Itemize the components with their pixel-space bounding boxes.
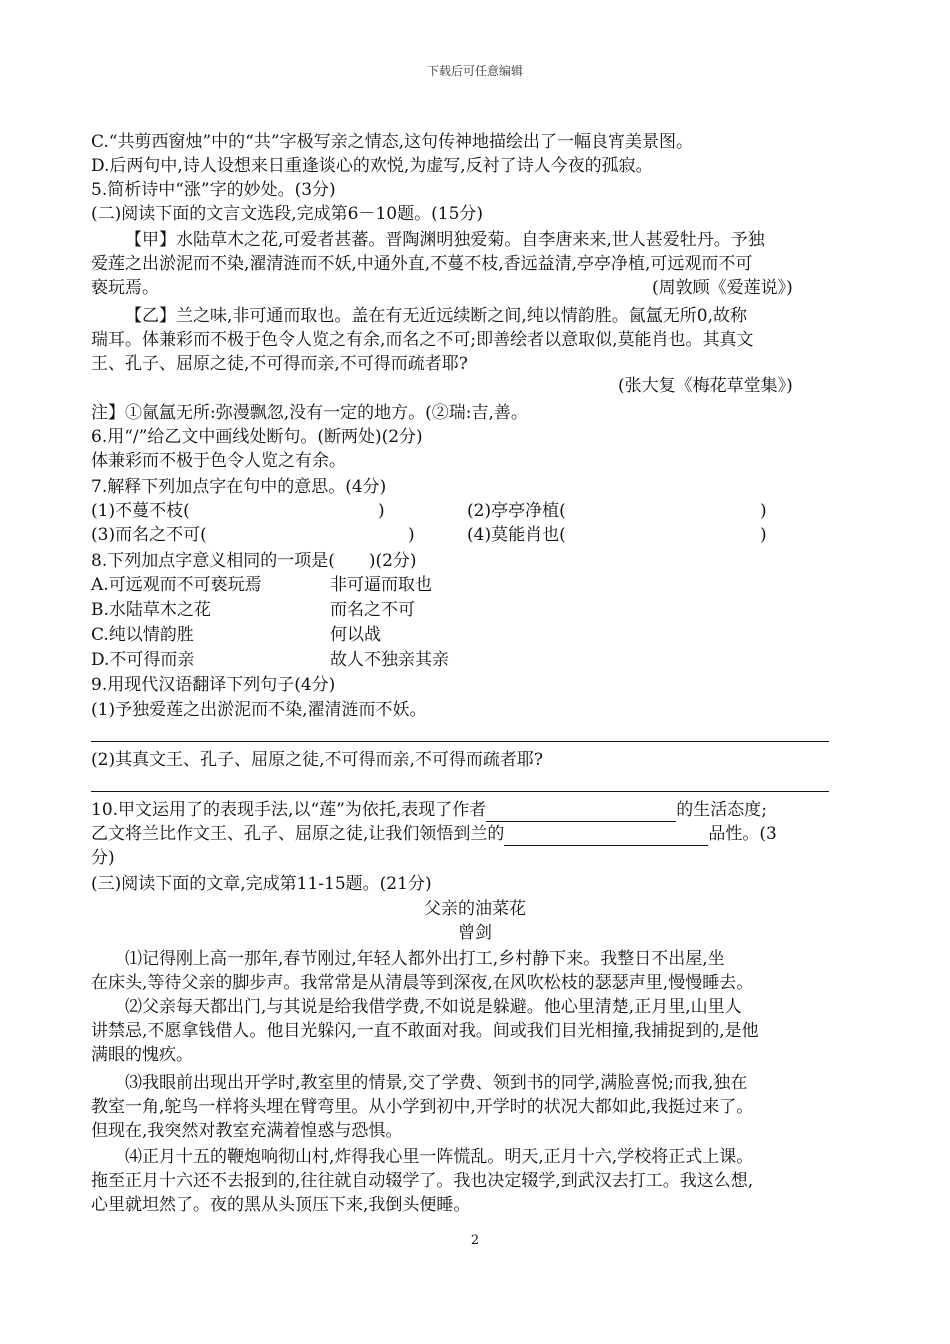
q7-item-1-close: ) [378,501,385,521]
q8-option-c: C.纯以情韵胜 [91,625,194,645]
q8-option-c-pair: 何以战 [330,625,381,645]
page-header: 下载后可任意编辑 [426,64,523,78]
question-6: 6.用“/”给乙文中画线处断句。(断两处)(2分) [91,427,423,447]
q7-item-4: (4)莫能肖也( [467,525,566,545]
question-10-line-3: 分) [91,848,115,868]
q8-option-d-pair: 故人不独亲其亲 [330,650,449,670]
paragraph-3-line: 但现在,我突然对教室充满着惶惑与恐惧。 [91,1121,403,1141]
paragraph-3-line: ⑶我眼前出现出开学时,教室里的情景,交了学费、领到书的同学,满脸喜悦;而我,独在 [125,1073,748,1093]
q10-text-c: 乙文将兰比作文王、孔子、屈原之徒,让我们领悟到兰的 [91,824,505,844]
passage-yi-line: 【乙】兰之味,非可通而取也。盖在有无近远续断之间,纯以情韵胜。氤氲无所0,故称 [125,306,748,326]
option-d: D.后两句中,诗人设想来日重逢谈心的欢悦,为虚写,反衬了诗人今夜的孤寂。 [91,156,653,176]
paragraph-2-line: 满眼的愧疚。 [91,1045,193,1065]
paragraph-2-line: 讲禁忌,不愿拿钱借人。他目光躲闪,一直不敢面对我。间或我们目光相撞,我捕捉到的,是他 [91,1021,759,1041]
q10-blank-1[interactable] [486,803,676,822]
passage-yi-line: 瑞耳。体兼彩而不极于色令人览之有余,而名之不可;即善绘者以意取似,莫能肖也。其真文 [91,330,754,350]
question-10-line-1 [91,798,767,822]
q8-option-b-pair: 而名之不可 [330,600,415,620]
question-7: 7.解释下列加点字在句中的意思。(4分) [91,477,387,497]
paragraph-3-line: 教室一角,鸵鸟一样将头埋在臂弯里。从小学到初中,开学时的状况大都如此,我挺过来了。 [91,1097,754,1117]
question-8: 8.下列加点字意义相同的一项是( )(2分) [91,551,417,571]
passage-jia-source: (周敦顾《爱莲说》) [652,278,793,298]
passage-yi-source: (张大复《梅花草堂集》) [618,376,793,396]
q8-option-d: D.不可得而亲 [91,650,195,670]
q10-text-b: 的生活态度; [676,800,767,820]
passage-jia-line: 亵玩焉。 [91,278,159,298]
question-6-text: 体兼彩而不极于色令人览之有余。 [91,451,346,471]
q9-answer-line-2[interactable] [91,791,829,792]
paragraph-1-line: 在床头,等待父亲的脚步声。我常常是从清晨等到深夜,在风吹松枝的瑟瑟声里,慢慢睡去。 [91,973,754,993]
page-number: 2 [470,1233,480,1248]
section-2-heading: (二)阅读下面的文言文选段,完成第6－10题。(15分) [91,204,484,224]
q7-item-3: (3)而名之不可( [91,525,207,545]
paragraph-4-line: 拖至正月十六还不去报到的,往往就自动辍学了。我也决定辍学,到武汉去打工。我这么想, [91,1171,754,1191]
q10-text-a: 10.甲文运用了的表现手法,以“莲”为依托,表现了作者 [91,800,487,820]
question-10-line-2 [91,822,777,846]
passage-yi-line: 王、孔子、屈原之徒,不可得而亲,不可得而疏者耶? [91,354,468,374]
question-9: 9.用现代汉语翻译下列句子(4分) [91,675,336,695]
article-author: 曾剑 [458,923,492,943]
q10-text-d: 品性。(3 [708,824,777,844]
q7-item-2: (2)亭亭净植( [467,501,566,521]
paragraph-1-line: ⑴记得刚上高一那年,春节刚过,年轻人都外出打工,乡村静下来。我整日不出屋,坐 [125,949,725,969]
article-title: 父亲的油菜花 [424,899,526,919]
option-c: C.“共剪西窗烛”中的“共”字极写亲之情态,这句传神地描绘出了一幅良宵美景图。 [91,132,693,152]
paragraph-2-line: ⑵父亲每天都出门,与其说是给我借学费,不如说是躲避。他心里清楚,正月里,山里人 [125,997,742,1017]
paragraph-4-line: 心里就坦然了。夜的黑从头顶压下来,我倒头便睡。 [91,1195,471,1215]
passage-jia-line: 【甲】水陆草木之花,可爱者甚蕃。晋陶渊明独爱菊。自李唐来来,世人甚爱牡丹。予独 [125,230,765,250]
paragraph-4-line: ⑷正月十五的鞭炮响彻山村,炸得我心里一阵慌乱。明天,正月十六,学校将正式上课。 [125,1147,754,1167]
section-3-heading: (三)阅读下面的文章,完成第11-15题。(21分) [91,874,432,894]
passage-jia-line: 爱莲之出淤泥而不染,濯清涟而不妖,中通外直,不蔓不枝,香远益清,亭亭净植,可远观而不可 [91,254,753,274]
q9-sentence-1: (1)予独爱莲之出淤泥而不染,濯清涟而不妖。 [91,700,427,720]
q7-item-1: (1)不蔓不枝( [91,501,190,521]
q8-option-b: B.水陆草木之花 [91,600,211,620]
annotation-note: 注】①氤氲无所:弥漫飘忽,没有一定的地方。(②瑞:吉,善。 [91,403,528,423]
q7-item-3-close: ) [408,525,415,545]
q9-answer-line-1[interactable] [91,741,829,742]
q10-blank-2[interactable] [504,827,708,846]
question-5: 5.简析诗中“涨”字的妙处。(3分) [91,180,336,200]
q7-item-2-close: ) [760,501,767,521]
q8-option-a: A.可远观而不可亵玩焉 [91,575,262,595]
q8-option-a-pair: 非可逼而取也 [330,575,432,595]
q7-item-4-close: ) [760,525,767,545]
q9-sentence-2: (2)其真文王、孔子、屈原之徒,不可得而亲,不可得而疏者耶? [91,750,544,770]
